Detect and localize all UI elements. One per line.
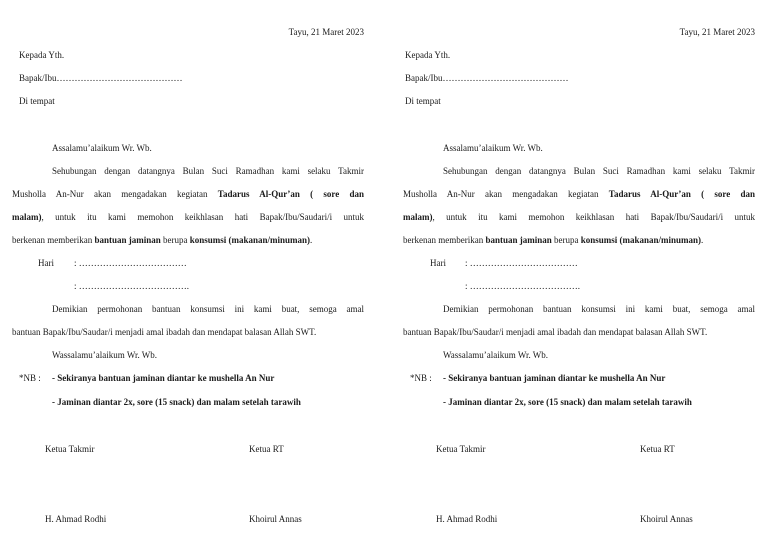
text-span: , untuk itu kami memohon keikhlasan hati Bapak/Ibu/Saudari/i untuk — [432, 212, 755, 222]
day-label: Hari — [430, 258, 446, 268]
signatory-left-title: Ketua Takmir — [436, 444, 486, 454]
signatory-right-title: Ketua RT — [640, 444, 675, 454]
signatory-left-name: H. Ahmad Rodhi — [436, 514, 498, 524]
closing: Wassalamu’alaikum Wr. Wb. — [52, 350, 158, 360]
greeting: Assalamu’alaikum Wr. Wb. — [52, 143, 152, 153]
consumption-type: konsumsi (makanan/minuman) — [580, 235, 702, 245]
paragraph-1-line-2 — [12, 188, 364, 200]
text-span: berupa — [160, 235, 190, 245]
paragraph-1-line-2 — [403, 188, 755, 200]
extra-value: : ………………………………. — [74, 281, 190, 291]
text-span: berkenan memberikan — [12, 235, 95, 245]
text-span: . — [701, 235, 704, 245]
support-type: bantuan jaminan — [94, 235, 161, 245]
activity-name: Tadarus Al-Qur’an ( sore dan — [217, 189, 365, 199]
paragraph-2-line-1: Demikian permohonan bantuan konsumsi ini kami buat, semoga amal — [443, 304, 755, 314]
text-span: Musholla An-Nur akan mengadakan kegiatan — [12, 189, 218, 199]
letter-left — [12, 0, 364, 543]
nb-note-2: - Jaminan diantar 2x, sore (15 snack) dan malam setelah tarawih — [52, 397, 301, 407]
activity-name: Tadarus Al-Qur’an ( sore dan — [608, 189, 756, 199]
paragraph-1-line-4 — [403, 234, 703, 246]
text-span: berupa — [551, 235, 581, 245]
paragraph-2-line-2: bantuan Bapak/Ibu/Saudar/i menjadi amal ibadah dan mendapat balasan Allah SWT. — [12, 327, 317, 337]
recipient-name: Bapak/Ibu…………………………………… — [405, 73, 569, 83]
nb-note-1: - Sekiranya bantuan jaminan diantar ke mushella An Nur — [443, 373, 666, 383]
signatory-right-name: Khoirul Annas — [640, 514, 693, 524]
support-type: bantuan jaminan — [485, 235, 552, 245]
paragraph-1-line-3 — [403, 211, 755, 223]
signatory-right-title: Ketua RT — [249, 444, 284, 454]
text-span: . — [310, 235, 313, 245]
nb-note-1: - Sekiranya bantuan jaminan diantar ke mushella An Nur — [52, 373, 275, 383]
letter-date: Tayu, 21 Maret 2023 — [679, 27, 755, 37]
nb-note-2: - Jaminan diantar 2x, sore (15 snack) dan malam setelah tarawih — [443, 397, 692, 407]
closing: Wassalamu’alaikum Wr. Wb. — [443, 350, 549, 360]
activity-name-end: malam) — [12, 212, 42, 222]
letter-right — [403, 0, 755, 543]
nb-label: *NB : — [410, 373, 432, 383]
recipient-heading: Kepada Yth. — [19, 50, 65, 60]
paragraph-1-line-1: Sehubungan dengan datangnya Bulan Suci Ramadhan kami selaku Takmir — [52, 166, 364, 176]
nb-label: *NB : — [19, 373, 41, 383]
paragraph-1-line-4 — [12, 234, 312, 246]
signatory-right-name: Khoirul Annas — [249, 514, 302, 524]
text-span: berkenan memberikan — [403, 235, 486, 245]
consumption-type: konsumsi (makanan/minuman) — [189, 235, 311, 245]
recipient-heading: Kepada Yth. — [405, 50, 451, 60]
activity-name-end: malam) — [403, 212, 433, 222]
greeting: Assalamu’alaikum Wr. Wb. — [443, 143, 543, 153]
paragraph-2-line-2: bantuan Bapak/Ibu/Saudar/i menjadi amal ibadah dan mendapat balasan Allah SWT. — [403, 327, 708, 337]
day-label: Hari — [38, 258, 54, 268]
recipient-place: Di tempat — [19, 96, 55, 106]
day-value: : ……………………………… — [74, 258, 187, 268]
text-span: , untuk itu kami memohon keikhlasan hati Bapak/Ibu/Saudari/i untuk — [41, 212, 364, 222]
text-span: Musholla An-Nur akan mengadakan kegiatan — [403, 189, 609, 199]
signatory-left-title: Ketua Takmir — [45, 444, 95, 454]
recipient-name: Bapak/Ibu…………………………………… — [19, 73, 183, 83]
signatory-left-name: H. Ahmad Rodhi — [45, 514, 107, 524]
day-value: : ……………………………… — [465, 258, 578, 268]
extra-value: : ………………………………. — [465, 281, 581, 291]
recipient-place: Di tempat — [405, 96, 441, 106]
paragraph-1-line-1: Sehubungan dengan datangnya Bulan Suci Ramadhan kami selaku Takmir — [443, 166, 755, 176]
paragraph-1-line-3 — [12, 211, 364, 223]
paragraph-2-line-1: Demikian permohonan bantuan konsumsi ini kami buat, semoga amal — [52, 304, 364, 314]
letter-date: Tayu, 21 Maret 2023 — [288, 27, 364, 37]
